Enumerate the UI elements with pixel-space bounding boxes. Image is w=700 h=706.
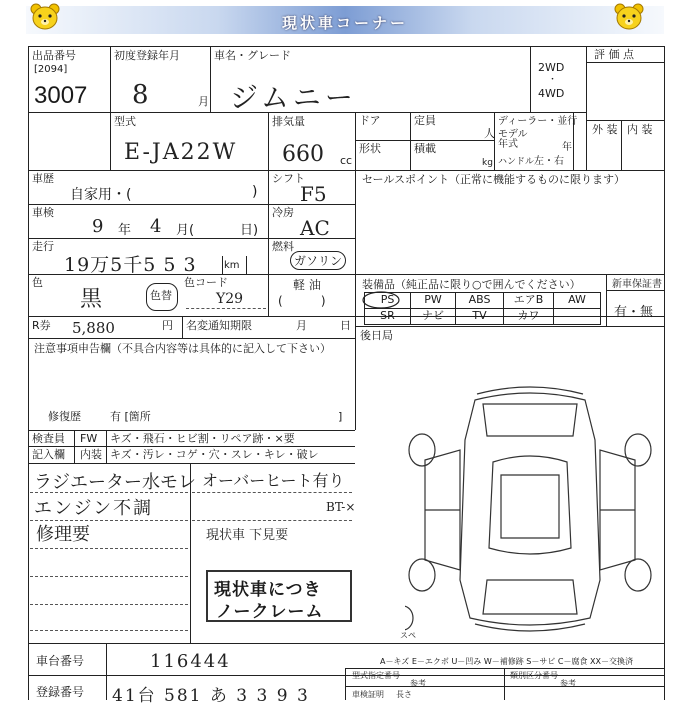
- category-number-label: 類別区分番号: [510, 671, 558, 680]
- warranty-label: 新車保証書: [612, 279, 662, 290]
- chassis-value: 116444: [150, 651, 231, 672]
- shift-label: シフト: [272, 172, 305, 185]
- header-bar: [26, 6, 664, 34]
- note-radiator-leak: ラジエーター水モレ: [34, 472, 196, 493]
- ps-circle-mark: [361, 290, 405, 310]
- color-code-label: 色コード: [184, 276, 228, 289]
- displacement-value: 660: [282, 142, 324, 167]
- dealer-label: ディーラー・並行: [498, 116, 578, 127]
- drive-separator: ・: [548, 75, 558, 85]
- drive-4wd: 4WD: [538, 87, 565, 100]
- lot-number: 3007: [34, 82, 88, 109]
- note-overheat: オーバーヒート有り: [202, 471, 345, 490]
- legend-interior: キズ・汚レ・コゲ・穴・スレ・キレ・破レ: [110, 448, 319, 461]
- model-type-value: E-JA22W: [124, 140, 238, 165]
- stamp-line2: ノークレーム: [216, 602, 324, 622]
- note-repair-needed: 修理要: [36, 524, 90, 545]
- cc-unit: cc: [340, 154, 353, 167]
- warranty-value: 有・無: [614, 305, 654, 320]
- exterior-label: 外 装: [592, 123, 618, 136]
- page-title: 現状車コーナー: [281, 14, 408, 32]
- fw-label: FW: [80, 432, 98, 445]
- recycle-label: R券: [32, 319, 51, 332]
- fuel-other: ( ): [278, 294, 326, 308]
- drive-2wd: 2WD: [538, 61, 565, 74]
- repair-value: 有 [箇所: [110, 410, 151, 423]
- inspector-label: 検査員: [32, 432, 65, 445]
- repair-close: ]: [338, 410, 343, 423]
- damage-legend: A－キズ E－エクボ U－凹み W－補修跡 S－サビ C－腐食 XX－交換済: [380, 657, 634, 666]
- shape-label: 形状: [359, 142, 381, 155]
- note-bt: BT-×: [326, 500, 356, 514]
- equip-pw: PW: [410, 292, 456, 309]
- plate-value: 41台 581 あ 3 3 9 3: [112, 686, 310, 706]
- name-change-day: 日: [340, 319, 351, 332]
- later-date-label: 後日局: [360, 329, 393, 342]
- equip-sr: SR: [364, 308, 411, 325]
- designation-label: 型式指定番号: [352, 671, 400, 680]
- history-close: ): [252, 184, 258, 200]
- yen-unit: 円: [162, 319, 173, 332]
- ac-label: 冷房: [272, 206, 294, 219]
- sales-point-label: セールスポイント（正常に機能するものに限ります）: [362, 173, 626, 186]
- history-label: 車歴: [32, 172, 54, 185]
- interior-entry-label: 内装: [80, 448, 102, 461]
- chassis-label: 車台番号: [36, 654, 85, 668]
- note-preview-needed: 現状車 下見要: [206, 528, 289, 543]
- inspection-month-unit: 月(: [176, 223, 195, 238]
- km-unit: km: [224, 260, 240, 271]
- person-unit: 人: [484, 127, 495, 140]
- first-registration-label: 初度登録年月: [114, 49, 180, 62]
- inspection-year-unit: 年: [118, 223, 132, 238]
- lot-number-label: 出品番号: [32, 49, 76, 62]
- history-value: 自家用・(: [70, 187, 132, 203]
- equip-aw: AW: [553, 292, 601, 309]
- equip-blank: [553, 308, 601, 325]
- equip-airbag: エアB: [503, 292, 554, 309]
- capacity-label: 定員: [414, 114, 436, 127]
- fuel-gasoline: ガソリン: [290, 251, 346, 270]
- handle-label: ハンドル: [498, 157, 535, 167]
- spare-tire-label: スペ: [400, 631, 416, 640]
- equipment-grid: [364, 292, 600, 325]
- door-label: ドア: [359, 114, 381, 127]
- color-change-label: 色替: [150, 289, 172, 302]
- year-unit: 年: [562, 142, 572, 153]
- ac-value: AC: [300, 216, 330, 240]
- model-type-label: 型式: [114, 115, 136, 128]
- equip-ps: PS: [364, 292, 411, 309]
- length-label: 長さ: [396, 690, 412, 699]
- displacement-label: 排気量: [272, 115, 305, 128]
- fuel-light-oil: 軽 油: [293, 278, 321, 292]
- color-code-value: Y29: [216, 291, 244, 307]
- lot-sub-number: [2094]: [34, 64, 68, 75]
- repair-label: 修復歴: [48, 410, 81, 423]
- model-year-label: モデル 年式: [498, 129, 528, 150]
- car-name-label: 車名・グレード: [214, 49, 291, 62]
- name-change-label: 名変通知期限: [186, 319, 252, 332]
- inspection-label: 車検: [32, 206, 54, 219]
- legend-exterior: キズ・飛石・ヒビ割・リペア跡・×要: [110, 432, 295, 445]
- inspection-day-unit: 日): [240, 223, 259, 238]
- plate-label: 登録番号: [36, 685, 85, 699]
- shift-value: F5: [300, 182, 327, 206]
- equip-leather: カワ: [503, 308, 554, 325]
- score-label: 評 価 点: [594, 48, 634, 61]
- car-damage-diagram: [405, 380, 655, 640]
- kg-unit: kg: [482, 158, 493, 168]
- equipment-label: 装備品（純正品に限り○で囲んでください）: [362, 278, 581, 291]
- category-ref: 参考: [560, 679, 576, 688]
- entry-label: 記入欄: [32, 448, 65, 461]
- no-claim-stamp: [206, 570, 352, 622]
- load-label: 積載: [414, 142, 436, 155]
- name-change-month: 月: [296, 319, 307, 332]
- recycle-value: 5,880: [72, 319, 115, 337]
- first-registration-value: 8: [132, 80, 149, 110]
- car-name-value: ジムニー: [230, 81, 357, 114]
- inspection-year: 9: [92, 216, 104, 237]
- color-value: 黒: [80, 287, 103, 312]
- handle-options: 左・右: [534, 156, 564, 167]
- designation-ref: 参考: [410, 679, 426, 688]
- bear-mascot-icon-left: [28, 2, 62, 32]
- color-label: 色: [32, 276, 43, 289]
- note-engine-trouble: エンジン不調: [34, 498, 154, 519]
- fuel-label: 燃料: [272, 240, 294, 253]
- mileage-value: 19万5千5 5 3: [64, 254, 197, 276]
- month-unit: 月: [198, 95, 209, 108]
- equip-navi: ナビ: [410, 308, 456, 325]
- interior-label: 内 装: [627, 123, 653, 136]
- equip-tv: TV: [455, 308, 504, 325]
- notes-title: 注意事項申告欄（不具合内容等は具体的に記入して下さい）: [34, 342, 331, 355]
- cert-label: 車検証明: [352, 690, 384, 699]
- inspection-month: 4: [150, 216, 162, 237]
- mileage-label: 走行: [32, 240, 54, 253]
- equip-abs: ABS: [455, 292, 504, 309]
- bear-mascot-icon-right: [612, 2, 646, 32]
- stamp-line1: 現状車につき: [214, 580, 322, 600]
